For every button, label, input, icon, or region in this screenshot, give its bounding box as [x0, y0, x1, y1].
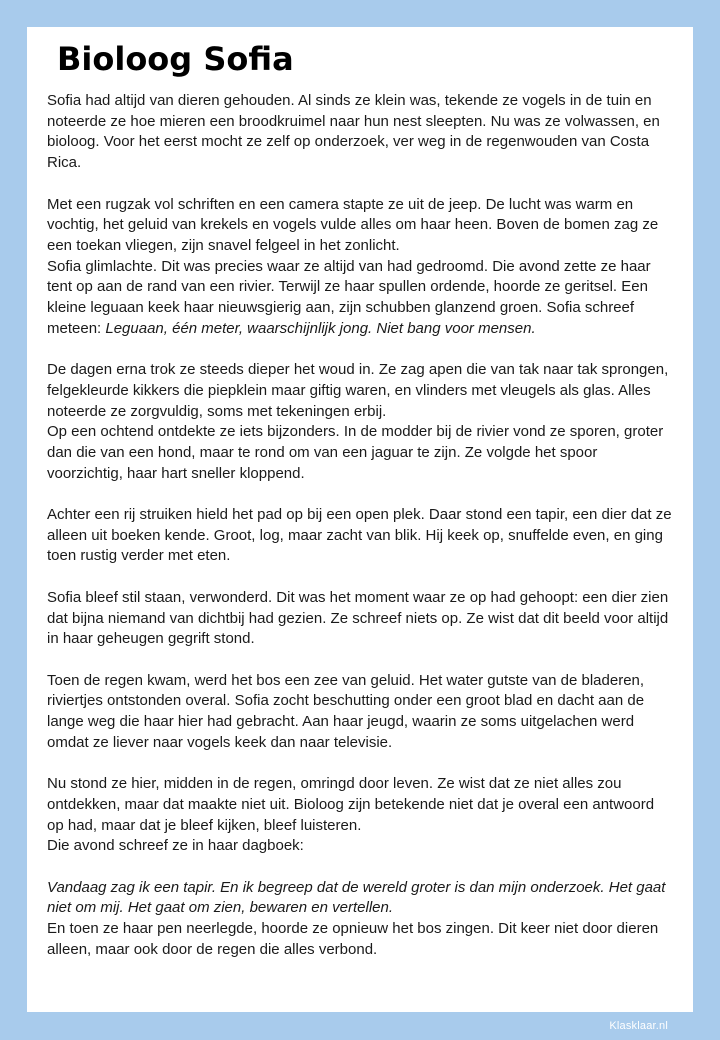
page-title: Bioloog Sofia: [57, 40, 294, 78]
footer-source-label: Klasklaar.nl: [609, 1020, 668, 1032]
paragraph-diary-intro: Die avond schreef ze in haar dagboek:: [47, 837, 304, 855]
paragraph-arrival: Met een rugzak vol schriften en een camera stapte ze uit de jeep. De lucht was warm en vochtig, het geluid van krekels en vogels vulde alles om haar heen. Boven de bomen zag ze een toekan vliegen, zijn snavel felgeel in het zonlicht.: [47, 195, 659, 254]
paragraph-deeper-woods: De dagen erna trok ze steeds dieper het woud in. Ze zag apen die van tak naar tak sprongen, felgekleurde kikkers die piepklein maar giftig waren, en vlinders met vleugels als glas. Alles noteerde ze zorgvuldig, soms met tekeningen erbij.: [47, 361, 669, 420]
paragraph-tapir: Achter een rij struiken hield het pad op bij een open plek. Daar stond een tapir, een dier dat ze alleen uit boeken kende. Groot, log, maar zacht van blik. Hij keek op, snuffelde even, en ging toen rustig verder met eten.: [47, 506, 672, 565]
paragraph-tracks: Op een ochtend ontdekte ze iets bijzonders. In de modder bij de rivier vond ze sporen, groter dan die van een hond, maar te rond om van een jaguar te zijn. Ze volgde het spoor voorzichtig, haar hart sneller kloppend.: [47, 423, 664, 482]
paragraph-rain: Toen de regen kwam, werd het bos een zee van geluid. Het water gutste van de bladeren, riviertjes ontstonden overal. Sofia zocht beschutting onder een groot blad en dacht aan de lange weg die haar hier had gebracht. Aan haar jeugd, waarin ze soms uitgelachen werd omdat ze liever naar vogels keek dan naar televisie.: [47, 671, 645, 751]
worksheet-page: [27, 27, 693, 1012]
paragraph-ending: En toen ze haar pen neerlegde, hoorde ze opnieuw het bos zingen. Dit keer niet door dieren alleen, maar ook door de regen die alles verbond.: [47, 920, 659, 958]
diary-entry: Vandaag zag ik een tapir. En ik begreep dat de wereld groter is dan mijn onderzoek. Het gaat niet om mij. Het gaat om zien, bewaren en vertellen.: [47, 878, 666, 917]
paragraph-wonder: Sofia bleef stil staan, verwonderd. Dit was het moment waar ze op had gehoopt: een dier zien dat bijna niemand van dichtbij had gezien. Ze schreef niets op. Ze wist dat dit beeld voor altijd in haar geheugen gegrift stond.: [47, 588, 669, 648]
paragraph-intro: Sofia had altijd van dieren gehouden. Al sinds ze klein was, tekende ze vogels in de tuin en noteerde ze hoe mieren een broodkruimel naar hun nest sleepten. Nu was ze volwassen, en bioloog. Voor het eerst mocht ze zelf op onderzoek, ver weg in de regenwouden van Costa Rica.: [47, 92, 660, 172]
paragraph-iguana: [47, 257, 673, 340]
paragraph-iguana-text: Sofia glimlachte. Dit was precies waar ze altijd van had gedroomd. Die avond zette ze haar tent op aan de rand van een rivier. Terwijl ze haar spullen ordende, hoorde ze geritsel. Een kleine leguaan keek haar nieuwsgierig aan, zijn schubben glanzend groen. Sofia schreef meteen:: [47, 257, 651, 337]
story-text: [47, 91, 673, 960]
iguana-note: Leguaan, één meter, waarschijnlijk jong. Niet bang voor mensen.: [105, 319, 536, 337]
paragraph-reflection: Nu stond ze hier, midden in de regen, omringd door leven. Ze wist dat ze niet alles zou ontdekken, maar dat maakte niet uit. Bioloog zijn betekende niet dat je overal een antwoord op had, maar dat je bleef kijken, bleef luisteren.: [47, 775, 655, 834]
